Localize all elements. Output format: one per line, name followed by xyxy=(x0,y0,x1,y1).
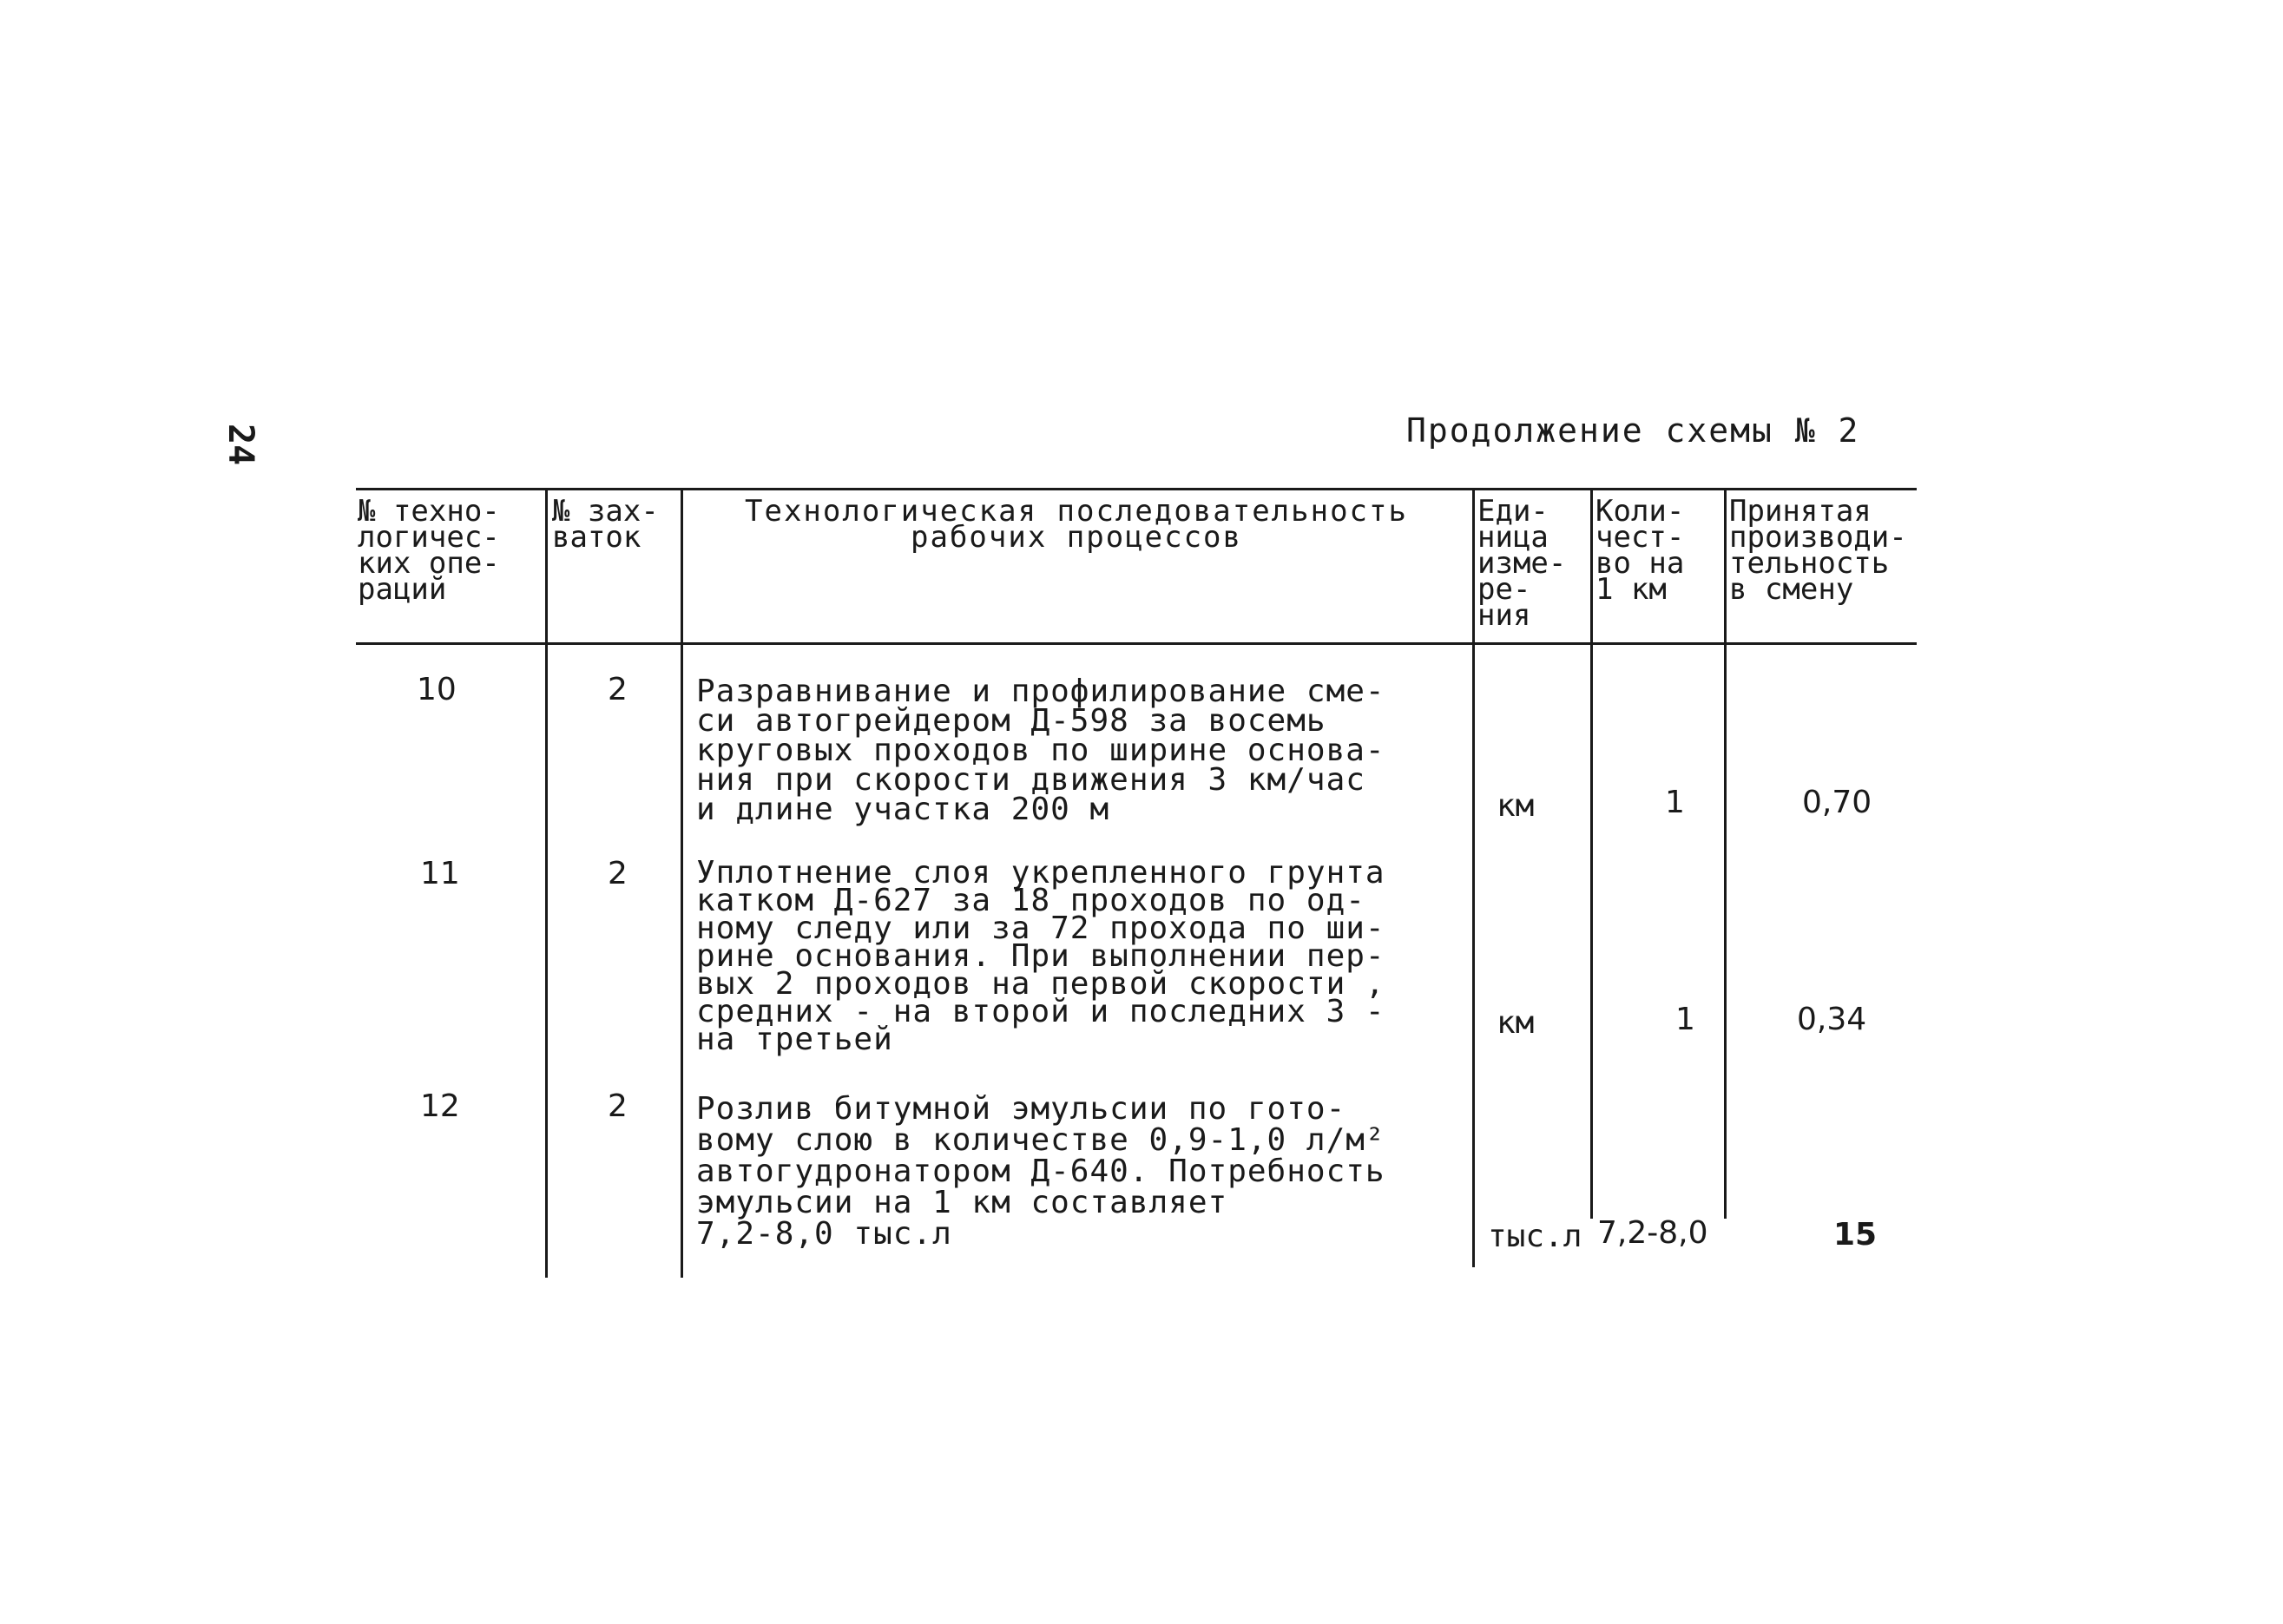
process-description: Разравнивание и профилирование сме- си автогрейдером Д-598 за восемь круговых проходов по ширине основа- ния при скорости движения 3 км/час и длине участка 200 м xyxy=(696,674,1385,827)
grip-number: 2 xyxy=(608,672,628,707)
column-divider xyxy=(545,488,548,1278)
column-divider xyxy=(1590,488,1593,1219)
unit-value: км xyxy=(1497,788,1535,824)
header-process-sequence: Технологическая последовательность рабочих процессов xyxy=(745,494,1408,555)
productivity-value: 0,34 xyxy=(1797,1002,1867,1037)
header-quantity-per-km: Коли- чест- во на 1 км xyxy=(1595,494,1685,607)
grip-number: 2 xyxy=(608,1088,628,1124)
header-operation-number: № техно- логичес- ких опе- раций xyxy=(358,494,500,607)
operation-number: 11 xyxy=(420,856,460,891)
operation-number: 10 xyxy=(417,672,457,707)
header-grip-number: № зах- ваток xyxy=(552,494,659,555)
column-divider xyxy=(1724,488,1727,1219)
operation-number: 12 xyxy=(420,1088,460,1124)
page-number: 24 xyxy=(220,424,260,466)
productivity-value: 0,70 xyxy=(1802,785,1872,820)
header-productivity-per-shift: Принятая производи- тельность в смену xyxy=(1729,494,1907,607)
header-unit: Еди- ница изме- ре- ния xyxy=(1477,494,1567,633)
quantity-value: 1 xyxy=(1665,785,1685,820)
process-table xyxy=(356,488,1918,1286)
productivity-value: 15 xyxy=(1833,1217,1878,1253)
unit-value: тыс.л xyxy=(1488,1219,1582,1254)
quantity-value: 7,2-8,0 xyxy=(1597,1215,1708,1251)
quantity-value: 1 xyxy=(1675,1002,1695,1037)
process-description: Уплотнение слоя укрепленного грунта катком Д-627 за 18 проходов по од- ному следу или за 72 прохода по ши- рине основания. При выполнении пер- вых 2 проходов на первой скорости , средних - на второй и последних 3 - на третьей xyxy=(696,855,1385,1057)
unit-value: км xyxy=(1497,1005,1535,1041)
column-divider xyxy=(1472,488,1475,1267)
table-top-rule xyxy=(356,488,1917,490)
continuation-title: Продолжение схемы № 2 xyxy=(1406,411,1860,450)
grip-number: 2 xyxy=(608,856,628,891)
column-divider xyxy=(681,488,683,1278)
table-header-rule xyxy=(356,642,1917,645)
process-description: Розлив битумной эмульсии по гото- вому слою в количестве 0,9-1,0 л/м² автогудронатором Д-640. Потребность эмульсии на 1 км составляет 7,2-8,0 тыс.л xyxy=(696,1091,1385,1252)
